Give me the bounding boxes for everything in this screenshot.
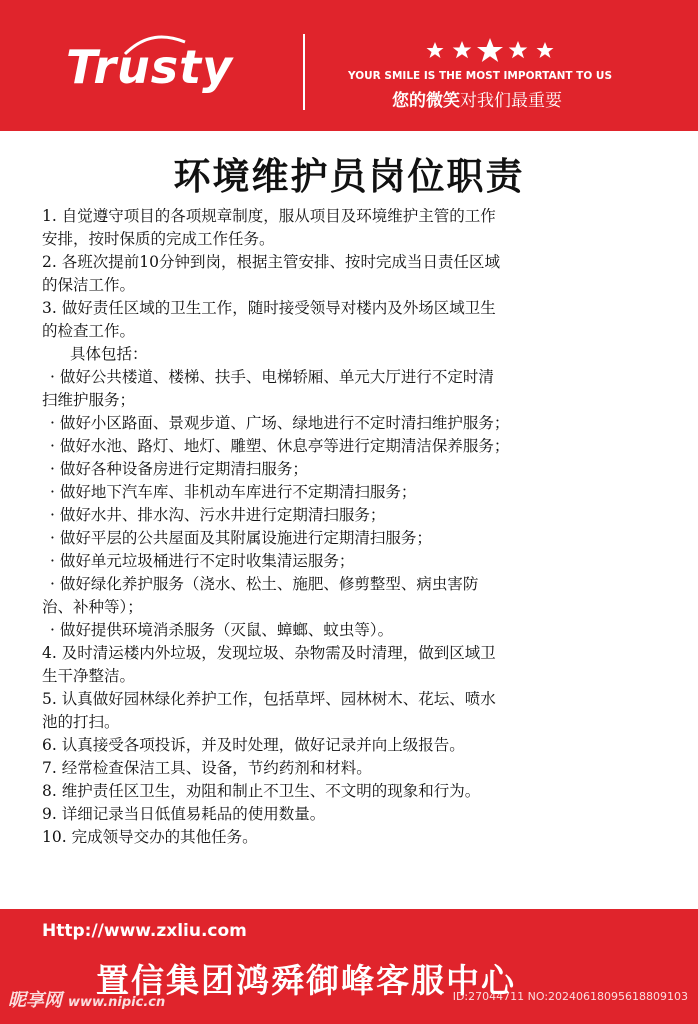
list-item: · 做好小区路面、景观步道、广场、绿地进行不定时清扫维护服务； <box>50 414 510 432</box>
list-item: 8. 维护责任区卫生，劝阻和制止不卫生、不文明的现象和行为。 <box>42 782 481 800</box>
list-item: 4. 及时清运楼内外垃圾，发现垃圾、杂物需及时清理，做到区域卫 <box>42 644 496 662</box>
list-item: · 做好单元垃圾桶进行不定时收集清运服务； <box>50 552 355 570</box>
list-item: 的检查工作。 <box>42 322 136 340</box>
list-item: 治、补种等）； <box>42 598 143 616</box>
company-name: 置信集团鸿舜御峰客服中心 <box>96 961 516 1000</box>
list-item: 5. 认真做好园林绿化养护工作，包括草坪、园林树木、花坛、喷水 <box>42 690 496 708</box>
slogan-chinese <box>392 86 652 111</box>
list-item: 9. 详细记录当日低值易耗品的使用数量。 <box>42 805 326 823</box>
list-item: 2. 各班次提前10分钟到岗，根据主管安排、按时完成当日责任区域 <box>42 253 500 271</box>
list-item: · 做好各种设备房进行定期清扫服务； <box>50 460 308 478</box>
list-item: · 做好绿化养护服务（浇水、松土、施肥、修剪整型、病虫害防 <box>50 575 479 593</box>
watermark-brand: 昵享网 <box>8 990 62 1011</box>
header-divider <box>303 34 305 110</box>
list-item: 10. 完成领导交办的其他任务。 <box>42 828 258 846</box>
list-item: 的保洁工作。 <box>42 276 136 294</box>
duties-list <box>42 205 662 849</box>
slogan-chinese-bold: 您的微笑 <box>392 91 460 111</box>
list-item: · 做好水池、路灯、地灯、雕塑、休息亭等进行定期清洁保养服务； <box>50 437 510 455</box>
page-title: 环境维护员岗位职责 <box>173 154 525 198</box>
watermark-left <box>8 986 165 1012</box>
list-item: 7. 经常检查保洁工具、设备，节约药剂和材料。 <box>42 759 372 777</box>
watermark-url: www.nipic.cn <box>68 995 166 1010</box>
list-item: · 做好水井、排水沟、污水井进行定期清扫服务； <box>50 506 386 524</box>
website-url: Http://www.zxliu.com <box>42 921 247 941</box>
five-stars-icon <box>425 38 555 64</box>
list-item: · 做好公共楼道、楼梯、扶手、电梯轿厢、单元大厅进行不定时清 <box>50 368 494 386</box>
watermark-id: ID:27044711 NO:20240618095618809103 <box>452 990 688 1003</box>
list-item: 具体包括： <box>70 345 148 363</box>
list-item: · 做好提供环境消杀服务（灭鼠、蟑螂、蚊虫等）。 <box>50 621 394 639</box>
slogan-chinese-rest: 对我们最重要 <box>460 91 562 111</box>
list-item: 池的打扫。 <box>42 713 120 731</box>
list-item: 3. 做好责任区域的卫生工作，随时接受领导对楼内及外场区域卫生 <box>42 299 496 317</box>
trusty-logo: Trusty <box>66 40 234 94</box>
slogan-english: YOUR SMILE IS THE MOST IMPORTANT TO US <box>348 70 613 82</box>
list-item: 1. 自觉遵守项目的各项规章制度，服从项目及环境维护主管的工作 <box>42 207 496 225</box>
list-item: 扫维护服务； <box>42 391 136 409</box>
list-item: 安排，按时保质的完成工作任务。 <box>42 230 275 248</box>
list-item: · 做好平层的公共屋面及其附属设施进行定期清扫服务； <box>50 529 432 547</box>
list-item: 6. 认真接受各项投诉，并及时处理，做好记录并向上级报告。 <box>42 736 465 754</box>
logo-swoosh-icon <box>120 32 190 62</box>
list-item: 生干净整洁。 <box>42 667 136 685</box>
list-item: · 做好地下汽车库、非机动车库进行不定期清扫服务； <box>50 483 417 501</box>
